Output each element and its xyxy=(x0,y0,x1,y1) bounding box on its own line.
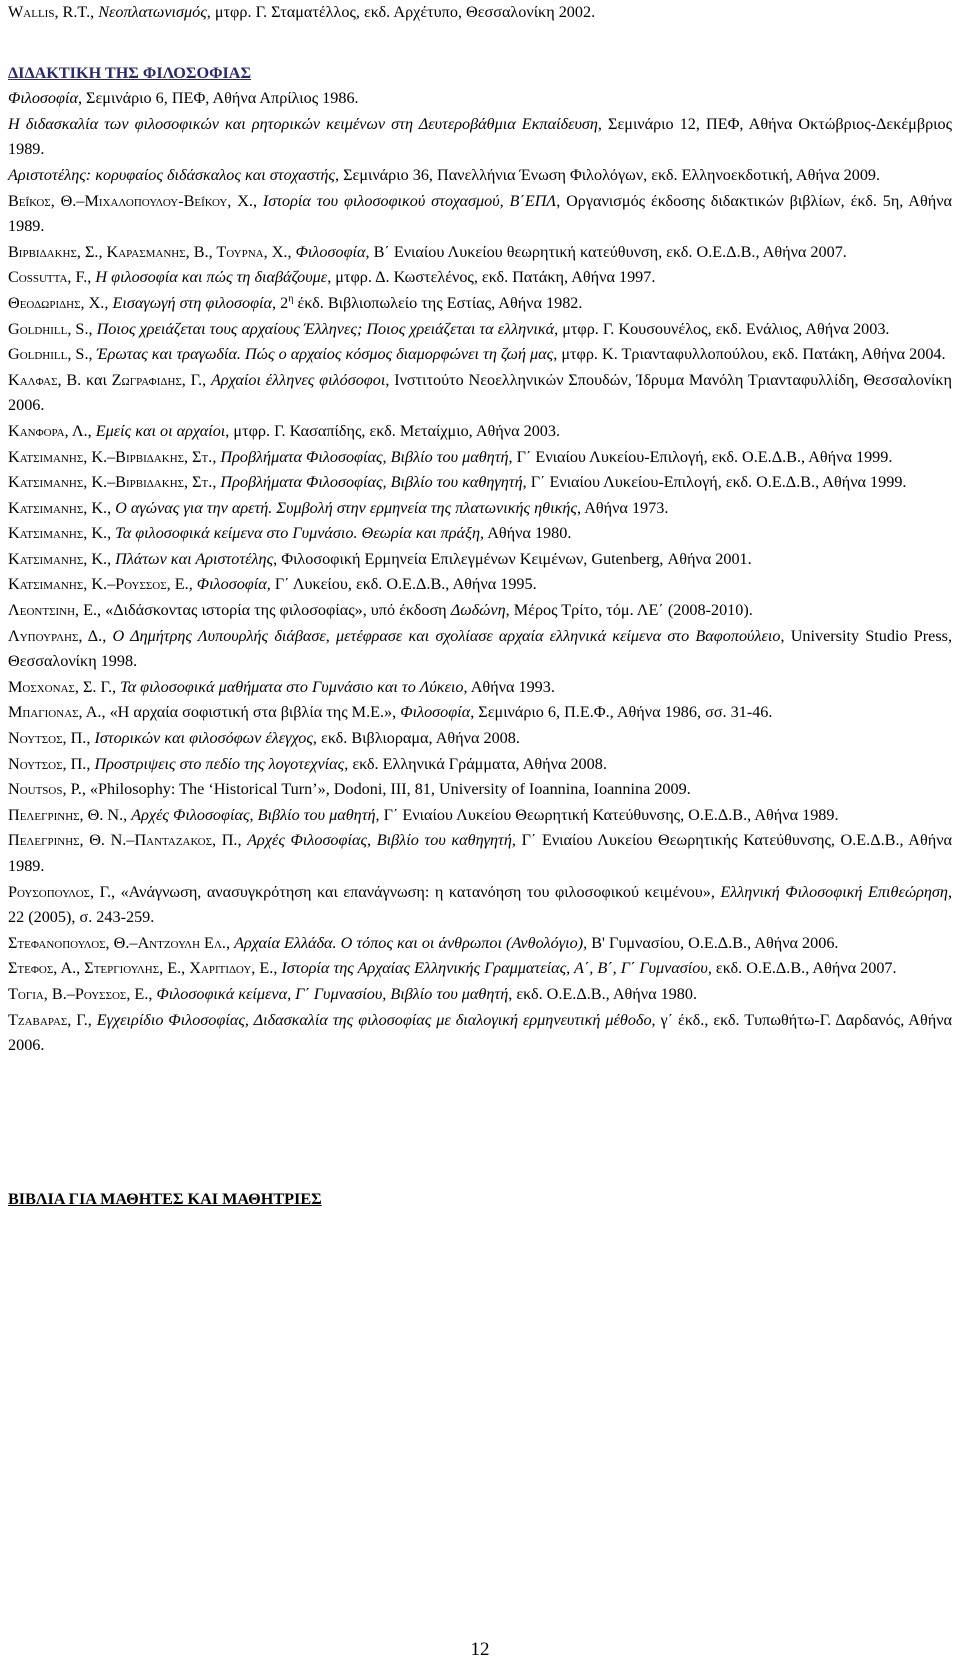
bibliography-entry: Goldhill, S., Έρωτας και τραγωδία. Πώς ο αρχαίος κόσμος διαμορφώνει τη ζωή μας, μτφρ. Κ. Τριανταφυλλοπούλου, εκδ. Πατάκη, Αθήνα 2004. xyxy=(8,345,946,364)
bibliography-entry: Λυπουρλης, Δ., Ο Δημήτρης Λυπουρλής διάβασε, μετέφρασε και σχολίασε αρχαία ελληνικά κείμενα στο Βαφοπούλειο, University Studio Press, Θεσσαλονίκη 1998. xyxy=(8,626,953,671)
section-heading-didaktiki: ΔΙΔΑΚΤΙΚΗ ΤΗΣ ΦΙΛΟΣΟΦΙΑΣ xyxy=(8,63,252,82)
bibliography-entry: Στεφος, Α., Στεργιουλης, Ε., Χαριτιδου, Ε., Ιστορία της Αρχαίας Ελληνικής Γραμματείας, Α΄, Β΄, Γ΄ Γυμνασίου, εκδ. Ο.Ε.Δ.Β., Αθήνα 2007. xyxy=(8,959,897,978)
bibliography-entry: Η διδασκαλία των φιλοσοφικών και ρητορικών κειμένων στη Δευτεροβάθμια Εκπαίδευση, Σεμινάριο 12, ΠΕΦ, Αθήνα Οκτώβριος-Δεκέμβριος 1989. xyxy=(8,114,953,159)
bibliography-entry: Μοσχονας, Σ. Γ., Τα φιλοσοφικά μαθήματα στο Γυμνάσιο και το Λύκειο, Αθήνα 1993. xyxy=(8,677,555,696)
bibliography-entry: Αριστοτέλης: κορυφαίος διδάσκαλος και στοχαστής, Σεμινάριο 36, Πανελλήνια Ένωση Φιλολόγων, εκδ. Ελληνοεκδοτική, Αθήνα 2009. xyxy=(8,165,881,184)
section-heading-books-for-students: ΒΙΒΛΙΑ ΓΙΑ ΜΑΘΗΤΕΣ ΚΑΙ ΜΑΘΗΤΡΙΕΣ xyxy=(8,1190,322,1208)
bibliography-entry: Κατσιμανης, Κ., Πλάτων και Αριστοτέλης, Φιλοσοφική Ερμηνεία Επιλεγμένων Κειμένων, Gutenberg, Αθήνα 2001. xyxy=(8,549,752,568)
bibliography-entry: Κατσιμανης, Κ., Ο αγώνας για την αρετή. Συμβολή στην ερμηνεία της πλατωνικής ηθικής, Αθήνα 1973. xyxy=(8,498,669,517)
bibliography-entry: Στεφανοπουλος, Θ.–Αντζουλη Ελ., Αρχαία Ελλάδα. Ο τόπος και οι άνθρωποι (Ανθολόγιο), Β' Γυμνασίου, Ο.Ε.Δ.Β., Αθήνα 2006. xyxy=(8,933,839,952)
bibliography-entry: Κανφορα, Λ., Εμείς και οι αρχαίοι, μτφρ. Γ. Κασαπίδης, εκδ. Μεταίχμιο, Αθήνα 2003. xyxy=(8,421,561,440)
bibliography-entry: Τζαβαρας, Γ., Εγχειρίδιο Φιλοσοφίας, Διδασκαλία της φιλοσοφίας με διαλογική ερμηνευτική μέθοδο, γ΄ έκδ., εκδ. Τυπωθήτω-Γ. Δαρδανός, Αθήνα 2006. xyxy=(8,1010,953,1055)
bibliography-entry: Κατσιμανης, Κ.–Ρουσσος, Ε., Φιλοσοφία, Γ΄ Λυκείου, εκδ. Ο.Ε.Δ.Β., Αθήνα 1995. xyxy=(8,575,537,594)
bibliography-entry: Βιρβιδακης, Σ., Καρασμανης, Β., Τουρνα, Χ., Φιλοσοφία, Β΄ Ενιαίου Λυκείου θεωρητική κατεύθυνση, εκδ. Ο.Ε.Δ.Β., Αθήνα 2007. xyxy=(8,242,847,261)
bibliography-entry: Βεΐκος, Θ.–Μιχαλοπουλου-Βεΐκου, Χ., Ιστορία του φιλοσοφικού στοχασμού, Β΄ΕΠΛ, Οργανισμός έκδοσης διδακτικών βιβλίων, έκδ. 5η, Αθήνα 1989. xyxy=(8,191,953,236)
bibliography-top xyxy=(8,0,952,26)
bibliography-entry: Τογια, Β.–Ρουσσος, Ε., Φιλοσοφικά κείμενα, Γ΄ Γυμνασίου, Βιβλίο του μαθητή, εκδ. Ο.Ε.Δ.Β., Αθήνα 1980. xyxy=(8,984,698,1003)
bibliography-entry: Μπαγιονας, Α., «Η αρχαία σοφιστική στα βιβλία της Μ.Ε.», Φιλοσοφία, Σεμινάριο 6, Π.Ε.Φ., Αθήνα 1986, σσ. 31-46. xyxy=(8,703,773,722)
bibliography-entry: Φιλοσοφία, Σεμινάριο 6, ΠΕΦ, Αθήνα Απρίλιος 1986. xyxy=(8,89,359,108)
bibliography-entry: Goldhill, S., Ποιος χρειάζεται τους αρχαίους Έλληνες; Ποιος χρειάζεται τα ελληνικά, μτφρ. Γ. Κουσουνέλος, εκδ. Ενάλιος, Αθήνα 2003. xyxy=(8,319,890,338)
bibliography-list xyxy=(8,86,952,1059)
page-number: 12 xyxy=(470,1639,490,1660)
bibliography-entry: Πελεγρινης, Θ. Ν.–Πανταζακος, Π., Αρχές Φιλοσοφίας, Βιβλίο του καθηγητή, Γ΄ Ενιαίου Λυκείου Θεωρητικής Κατεύθυνσης, Ο.Ε.Δ.Β., Αθήνα 1989. xyxy=(8,831,953,875)
bibliography-entry: Λεοντσινη, Ε., «Διδάσκοντας ιστορία της φιλοσοφίας», υπό έκδοση Δωδώνη, Μέρος Τρίτο, τόμ. ΛΕ΄ (2008-2010). xyxy=(8,601,753,620)
bibliography-entry: Κατσιμανης, Κ.–Βιρβιδακης, Στ., Προβλήματα Φιλοσοφίας, Βιβλίο του καθηγητή, Γ΄ Ενιαίου Λυκείου-Επιλογή, εκδ. Ο.Ε.Δ.Β., Αθήνα 1999. xyxy=(8,473,907,492)
bibliography-entry: Wallis, R.T., Νεοπλατωνισμός, μτφρ. Γ. Σταματέλλος, εκδ. Αρχέτυπο, Θεσσαλονίκη 2002. xyxy=(8,3,596,21)
bibliography-entry: Noutsos, P., «Philosophy: The ‘Historical Turn’», Dodoni, III, 81, University of Ioannina, Ioannina 2009. xyxy=(8,780,691,799)
bibliography-entry: Νουτσος, Π., Ιστορικών και φιλοσόφων έλεγχος, εκδ. Βιβλιοραμα, Αθήνα 2008. xyxy=(8,729,520,748)
bibliography-entry: Νουτσος, Π., Προστριψεις στο πεδίο της λογοτεχνίας, εκδ. Ελληνικά Γράμματα, Αθήνα 2008. xyxy=(8,754,607,773)
bibliography-entry: Πελεγρινης, Θ. Ν., Αρχές Φιλοσοφίας, Βιβλίο του μαθητή, Γ΄ Ενιαίου Λυκείου Θεωρητική Κατεύθυνσης, Ο.Ε.Δ.Β., Αθήνα 1989. xyxy=(8,805,839,824)
bibliography-entry: Κατσιμανης, Κ., Τα φιλοσοφικά κείμενα στο Γυμνάσιο. Θεωρία και πράξη, Αθήνα 1980. xyxy=(8,524,572,543)
bibliography-entry: Ρουσοπουλος, Γ., «Ανάγνωση, ανασυγκρότηση και επανάγνωση: η κατανόηση του φιλοσοφικού κειμένου», Ελληνική Φιλοσοφική Επιθεώρηση, 22 (2005), σ. 243-259. xyxy=(8,882,952,927)
bibliography-entry: Θεοδωριδης, Χ., Εισαγωγή στη φιλοσοφία, $2^\eta$ έκδ. Βιβλιοπωλείο της Εστίας, Αθήνα 1982. xyxy=(8,293,583,312)
document-page xyxy=(8,0,952,1670)
bibliography-entry: Καλφας, Β. και Ζωγραφιδης, Γ., Αρχαίοι έλληνες φιλόσοφοι, Ινστιτούτο Νεοελληνικών Σπουδών, Ίδρυμα Μανόλη Τριανταφυλλίδη, Θεσσαλονίκη 2006. xyxy=(8,370,952,415)
spacer xyxy=(8,26,952,61)
bibliography-entry: Cossutta, F., Η φιλοσοφία και πώς τη διαβάζουμε, μτφρ. Δ. Κωστελένος, εκδ. Πατάκη, Αθήνα 1997. xyxy=(8,268,656,287)
bibliography-entry: Κατσιμανης, Κ.–Βιρβιδακης, Στ., Προβλήματα Φιλοσοφίας, Βιβλίο του μαθητή, Γ΄ Ενιαίου Λυκείου-Επιλογή, εκδ. Ο.Ε.Δ.Β., Αθήνα 1999. xyxy=(8,447,893,466)
